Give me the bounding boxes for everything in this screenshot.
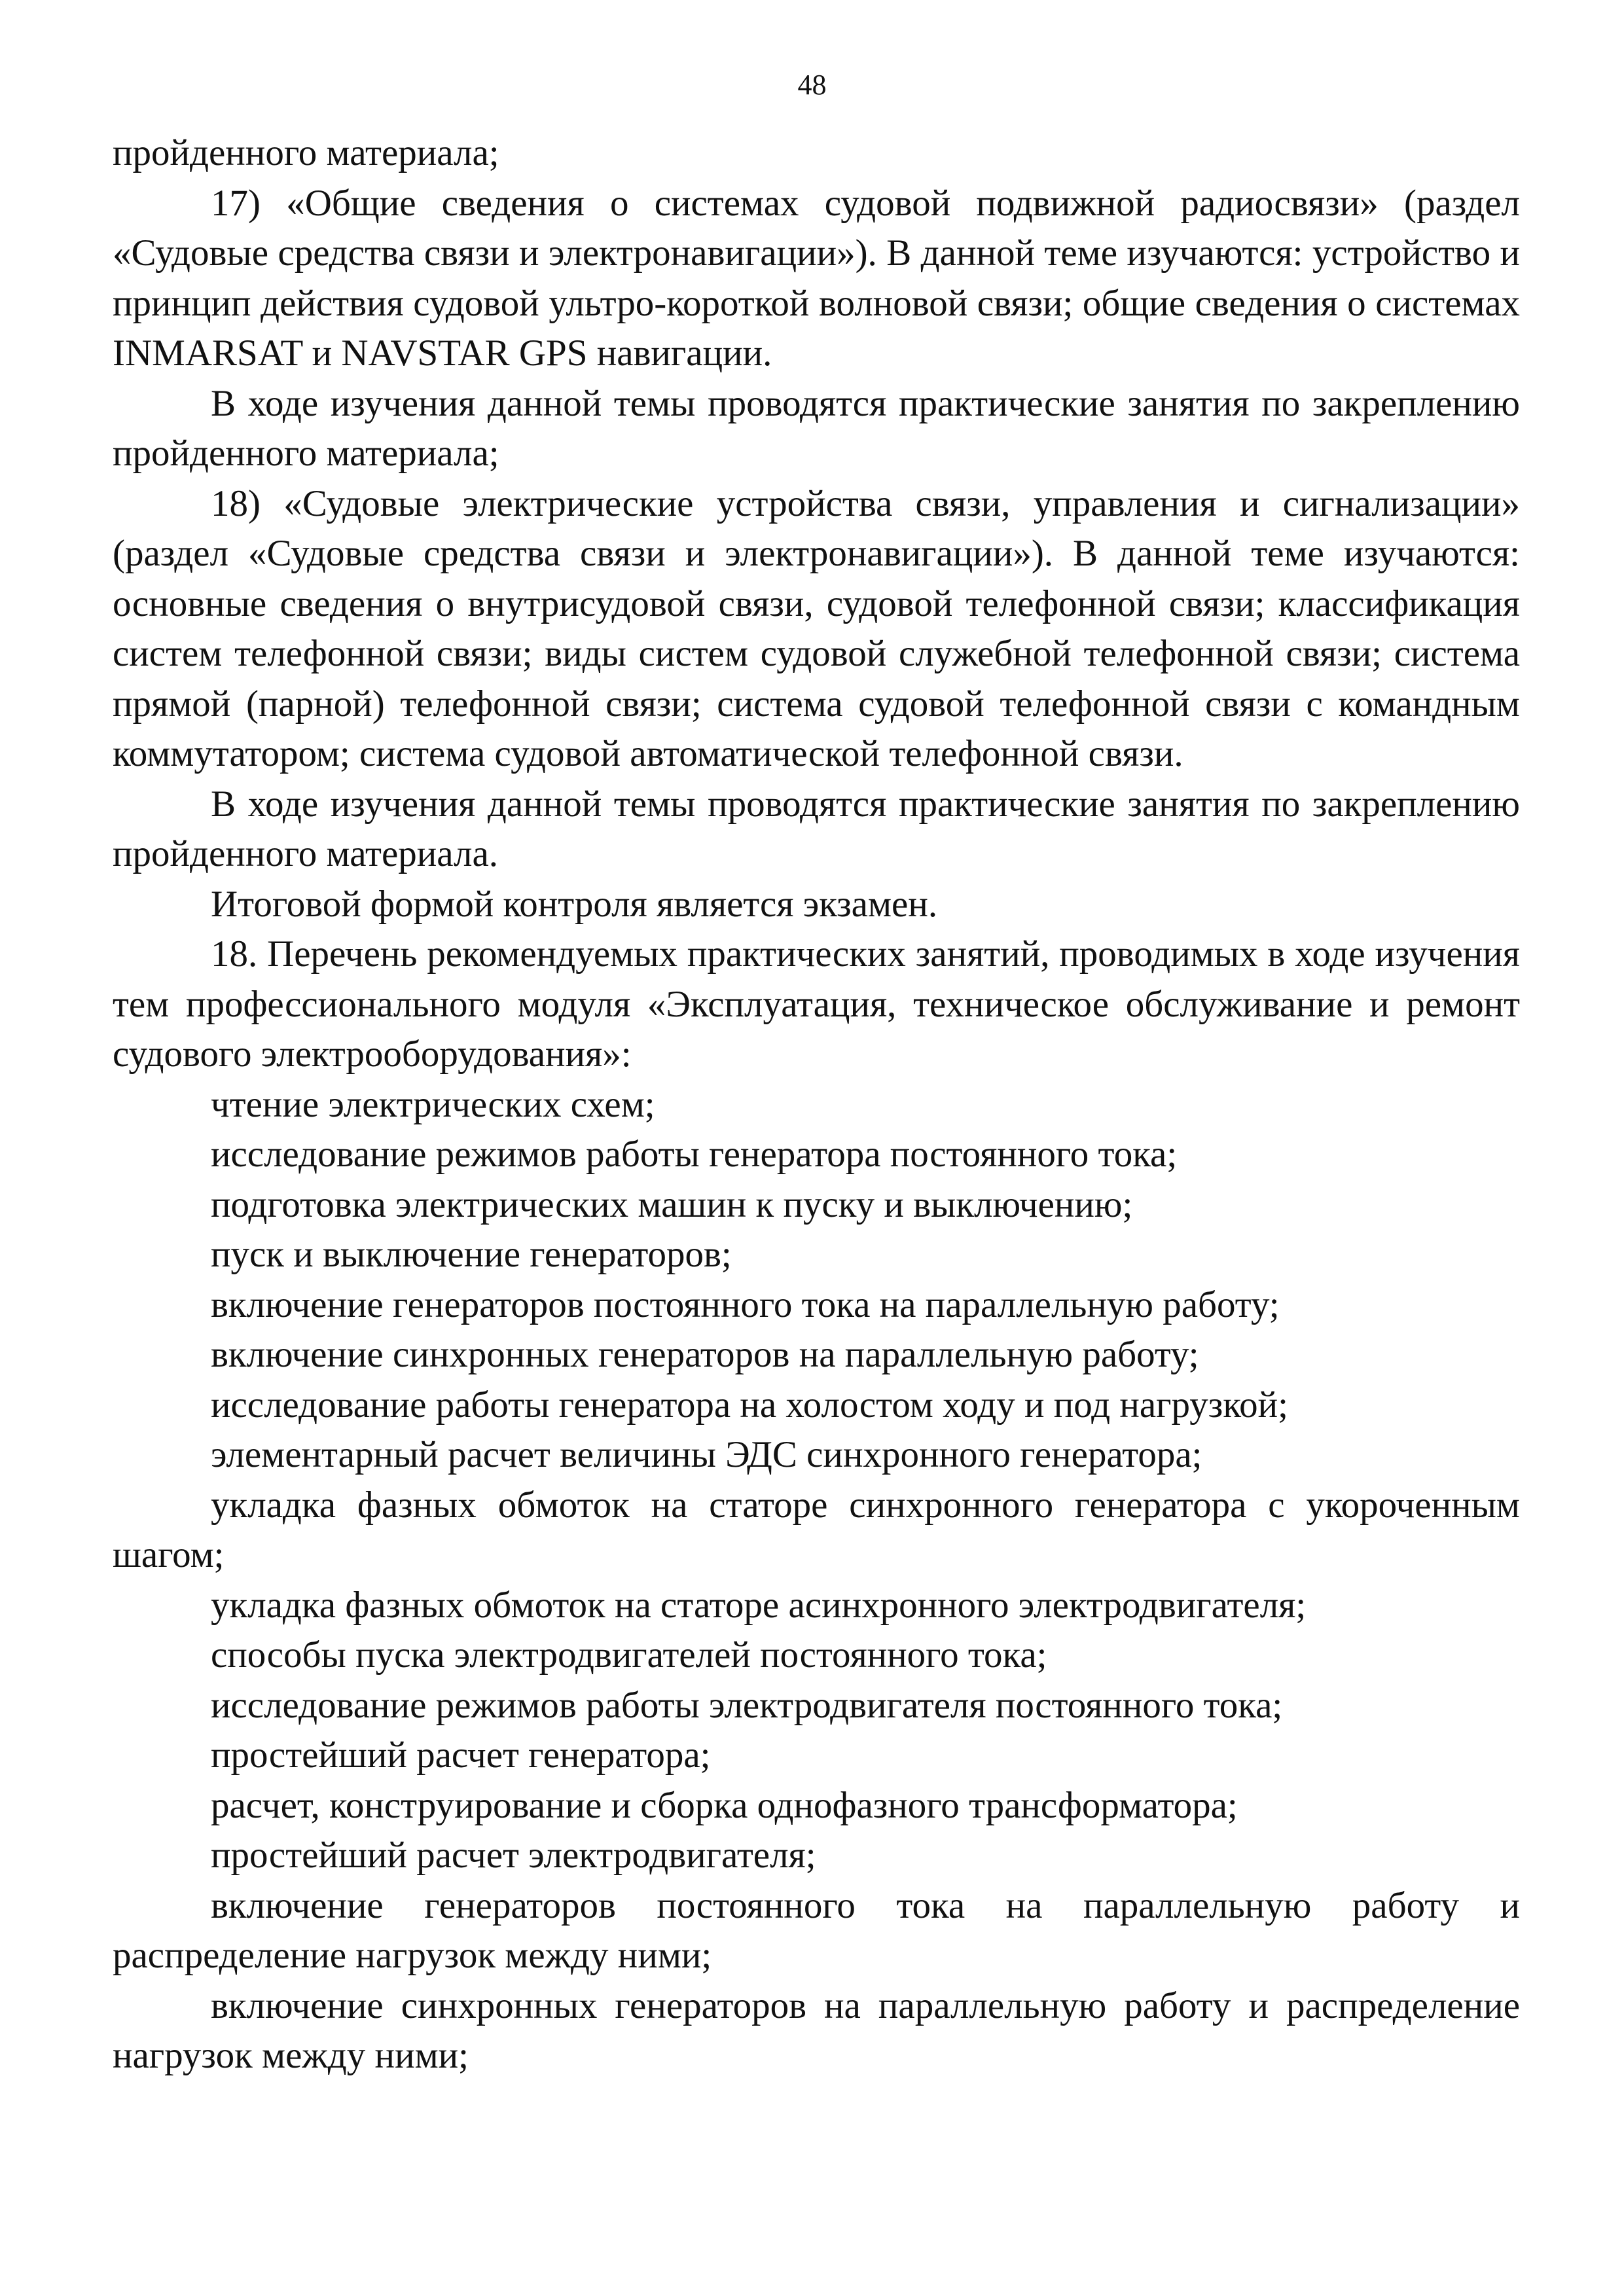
paragraph-section-18-heading: 18. Перечень рекомендуемых практических занятий, проводимых в ходе изучения тем профессионального модуля «Эксплуатация, техническое обслуживание и ремонт судового электрооборудования»: <box>113 933 1520 1075</box>
list-item: укладка фазных обмоток на статоре синхронного генератора с укороченным шагом; <box>113 1484 1520 1575</box>
list-item: элементарный расчет величины ЭДС синхронного генератора; <box>211 1434 1202 1475</box>
list-item: подготовка электрических машин к пуску и выключению; <box>211 1183 1133 1225</box>
list-item: чтение электрических схем; <box>211 1083 655 1125</box>
list-item: простейший расчет электродвигателя; <box>211 1835 816 1876</box>
list-item: исследование режимов работы генератора постоянного тока; <box>211 1134 1178 1175</box>
practical-list <box>113 1080 1520 2081</box>
list-item: укладка фазных обмоток на статоре асинхронного электродвигателя; <box>211 1584 1307 1626</box>
list-item: включение синхронных генераторов на параллельную работу; <box>211 1334 1199 1375</box>
page-number: 48 <box>797 69 827 101</box>
paragraph-continuation: пройденного материала; <box>113 132 499 173</box>
list-item: расчет, конструирование и сборка однофазного трансформатора; <box>211 1784 1238 1826</box>
list-item: включение генераторов постоянного тока на параллельную работу и распределение нагрузок между ними; <box>113 1884 1520 1976</box>
list-item: исследование работы генератора на холостом ходу и под нагрузкой; <box>211 1384 1288 1426</box>
list-item: пуск и выключение генераторов; <box>211 1234 732 1275</box>
list-item: исследование режимов работы электродвигателя постоянного тока; <box>211 1684 1283 1726</box>
document-body <box>113 128 1520 2081</box>
paragraph-topic-17: 17) «Общие сведения о системах судовой подвижной радиосвязи» (раздел «Судовые средства связи и электронавигации»). В данной теме изучаются: устройство и принцип действия судовой ультро-короткой волновой связи; общие сведения о системах INMARSAT и NAVSTAR GPS навигации. <box>113 182 1520 374</box>
paragraph-practice-note: В ходе изучения данной темы проводятся практические занятия по закреплению пройденного материала. <box>113 783 1520 874</box>
list-item: простейший расчет генератора; <box>211 1734 711 1776</box>
list-item: способы пуска электродвигателей постоянного тока; <box>211 1634 1047 1676</box>
paragraph-topic-18: 18) «Судовые электрические устройства связи, управления и сигнализации» (раздел «Судовые средства связи и электронавигации»). В данной теме изучаются: основные сведения о внутрисудовой связи, судовой телефонной связи; классификация систем телефонной связи; виды систем судовой служебной телефонной связи; система прямой (парной) телефонной связи; система судовой телефонной связи с командным коммутатором; система судовой автоматической телефонной связи. <box>113 482 1520 774</box>
list-item: включение синхронных генераторов на параллельную работу и распределение нагрузок между ними; <box>113 1984 1520 2076</box>
paragraph-exam-note: Итоговой формой контроля является экзамен. <box>211 883 938 925</box>
paragraph-practice-note: В ходе изучения данной темы проводятся практические занятия по закреплению пройденного материала; <box>113 382 1520 474</box>
list-item: включение генераторов постоянного тока на параллельную работу; <box>211 1283 1280 1325</box>
